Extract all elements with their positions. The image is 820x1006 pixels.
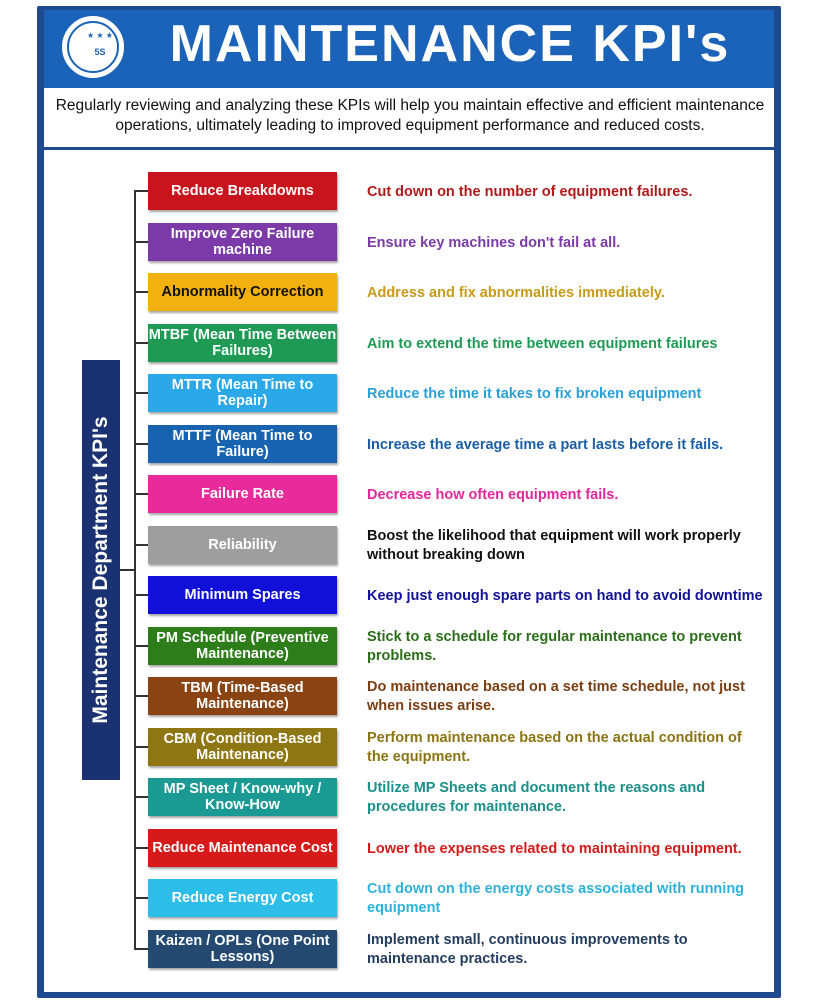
logo-ring	[67, 21, 119, 73]
tree-branch	[134, 291, 148, 293]
kpi-name-box: MTTR (Mean Time to Repair)	[148, 374, 337, 412]
logo-text: 5S	[94, 47, 106, 57]
kpi-description: Cut down on the number of equipment failures.	[367, 183, 693, 200]
logo-stars-icon: ★ ★ ★	[87, 31, 113, 40]
kpi-name-box: Kaizen / OPLs (One Point Lessons)	[148, 930, 337, 968]
kpi-description: Address and fix abnormalities immediately.	[367, 284, 665, 301]
kpi-description: Cut down on the energy costs associated with running equipment	[367, 881, 745, 916]
kpi-description: Utilize MP Sheets and document the reasons and procedures for maintenance.	[367, 780, 706, 815]
side-label: Maintenance Department KPI's	[89, 416, 112, 724]
kpi-name-box: PM Schedule (Preventive Maintenance)	[148, 627, 337, 665]
kpi-description: Do maintenance based on a set time schedule, not just when issues arise.	[367, 679, 745, 714]
tree-branch	[134, 241, 148, 243]
tree-branch	[134, 544, 148, 546]
kpi-name-box: Minimum Spares	[148, 576, 337, 614]
kpi-name-box: Reliability	[148, 526, 337, 564]
kpi-name-box: MTTF (Mean Time to Failure)	[148, 425, 337, 463]
tree-spine	[134, 190, 136, 948]
header-divider	[44, 147, 774, 150]
kpi-description: Ensure key machines don't fail at all.	[367, 234, 621, 251]
kpi-name-box: Reduce Energy Cost	[148, 879, 337, 917]
tree-branch	[134, 493, 148, 495]
kpi-description: Boost the likelihood that equipment will work properly without breaking down	[367, 528, 741, 563]
kpi-description: Stick to a schedule for regular maintenance to prevent problems.	[367, 629, 742, 664]
kpi-description: Implement small, continuous improvements to maintenance practices.	[367, 932, 688, 967]
tree-branch	[134, 190, 148, 192]
tree-branch	[134, 948, 148, 950]
kpi-description: Increase the average time a part lasts before it fails.	[367, 436, 724, 453]
tree-branch	[134, 695, 148, 697]
tree-branch	[134, 342, 148, 344]
tree-branch	[134, 443, 148, 445]
tree-branch	[134, 796, 148, 798]
company-logo	[60, 14, 126, 80]
intro-text: Regularly reviewing and analyzing these KPIs will help you maintain effective and efficient maintenance operations, ultimately leading to improved equipment performance and reduced costs.	[55, 97, 765, 134]
kpi-description: Reduce the time it takes to fix broken equipment	[367, 385, 702, 402]
tree-branch	[134, 594, 148, 596]
kpi-name-box: Reduce Maintenance Cost	[148, 829, 337, 867]
tree-branch	[134, 897, 148, 899]
kpi-name-box: TBM (Time-Based Maintenance)	[148, 677, 337, 715]
kpi-name-box: Abnormality Correction	[148, 273, 337, 311]
tree-stub	[120, 569, 134, 571]
tree-branch	[134, 392, 148, 394]
tree-branch	[134, 746, 148, 748]
kpi-name-box: MP Sheet / Know-why / Know-How	[148, 778, 337, 816]
kpi-description: Lower the expenses related to maintaining equipment.	[367, 840, 742, 857]
kpi-name-box: Improve Zero Failure machine	[148, 223, 337, 261]
kpi-name-box: MTBF (Mean Time Between Failures)	[148, 324, 337, 362]
page-title: MAINTENANCE KPI's	[169, 15, 731, 73]
kpi-name-box: Failure Rate	[148, 475, 337, 513]
kpi-name-box: CBM (Condition-Based Maintenance)	[148, 728, 337, 766]
kpi-description: Keep just enough spare parts on hand to avoid downtime	[367, 587, 763, 604]
kpi-name-box: Reduce Breakdowns	[148, 172, 337, 210]
tree-branch	[134, 847, 148, 849]
tree-branch	[134, 645, 148, 647]
kpi-description: Aim to extend the time between equipment failures	[367, 335, 718, 352]
kpi-description: Decrease how often equipment fails.	[367, 486, 619, 503]
kpi-description: Perform maintenance based on the actual condition of the equipment.	[367, 730, 742, 765]
